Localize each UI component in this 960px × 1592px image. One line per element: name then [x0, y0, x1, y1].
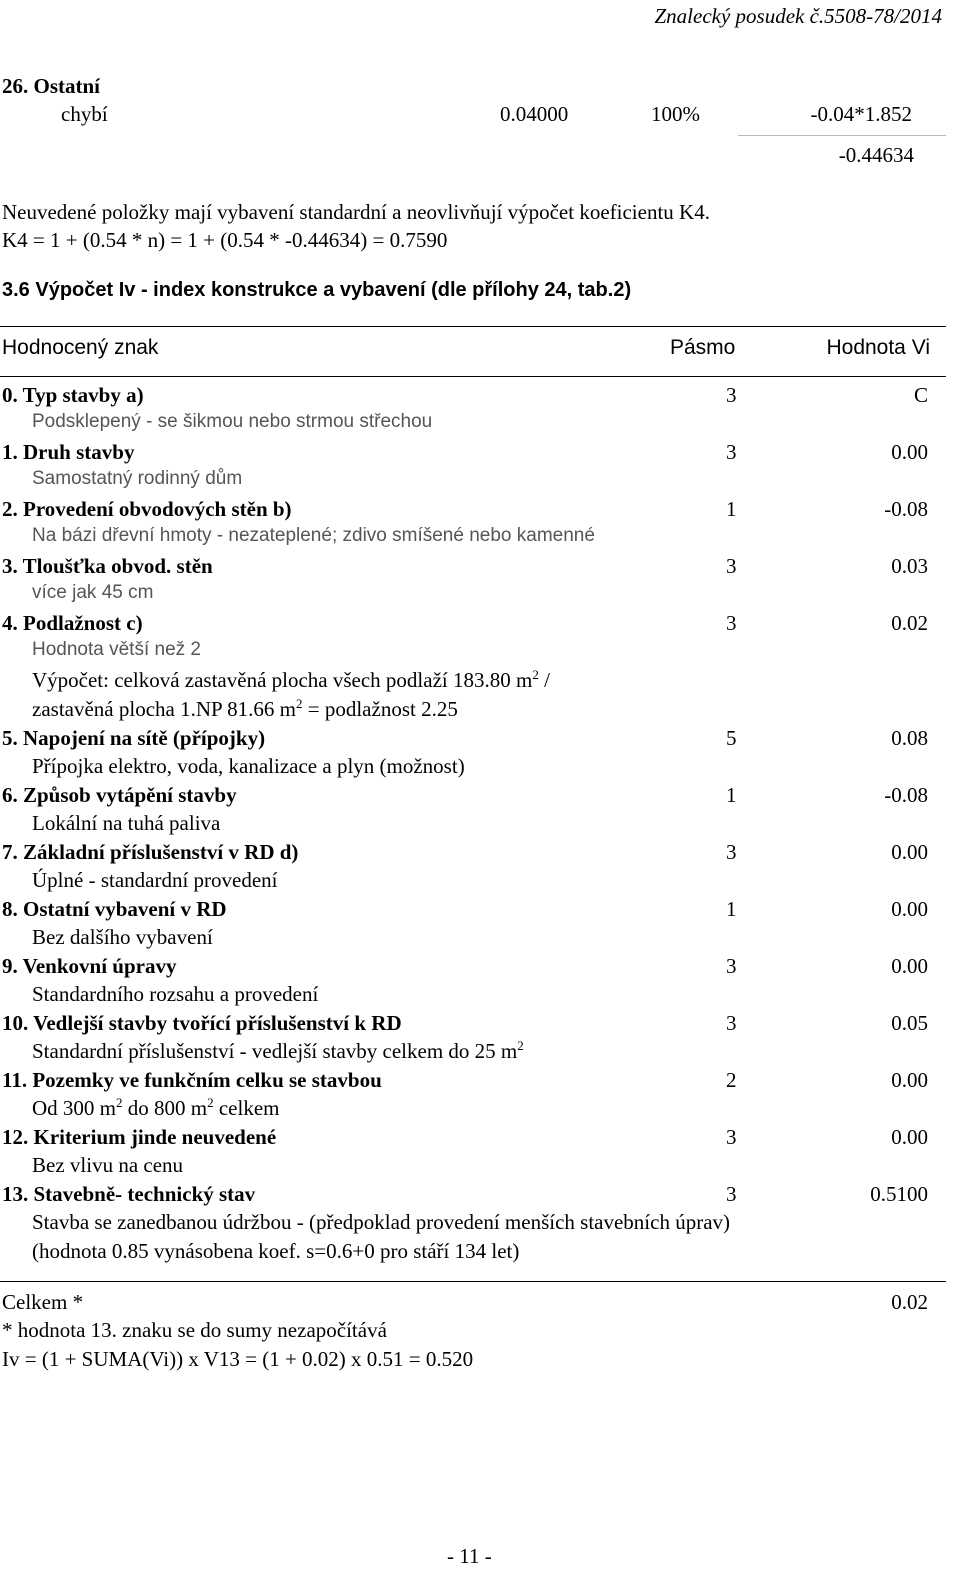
col-header-hodnota: Hodnota Vi: [826, 336, 930, 359]
table-row-pasmo: 1: [726, 783, 737, 807]
table-row-name: 4. Podlažnost c): [2, 611, 143, 635]
table-row-value: 0.00: [891, 840, 928, 864]
col-header-znak: Hodnocený znak: [2, 336, 159, 359]
table-row-name: 2. Provedení obvodových stěn b): [2, 497, 292, 521]
table-row-value: -0.08: [884, 783, 928, 807]
section-26-total: -0.44634: [838, 143, 914, 167]
table-row-pasmo: 3: [726, 554, 737, 578]
section-26-row-calc: -0.04*1.852: [810, 102, 912, 126]
celkem-value: 0.02: [891, 1290, 928, 1314]
table-row-desc: Standardní příslušenství - vedlejší stavby celkem do 25 $m^2$: [32, 1038, 524, 1063]
table-row-pasmo: 3: [726, 954, 737, 978]
table-row-value: 0.00: [891, 1125, 928, 1149]
table-row-value: 0.05: [891, 1011, 928, 1035]
table-row-value: 0.00: [891, 440, 928, 464]
table-row-name: 7. Základní příslušenství v RD d): [2, 840, 299, 864]
table-row-pasmo: 3: [726, 611, 737, 635]
podlaznost-calc-line2: zastavěná plocha 1.NP 81.66 $m^2$ = podlažnost 2.25: [32, 696, 458, 721]
table-row-desc: Podsklepený - se šikmou nebo strmou střechou: [32, 411, 433, 432]
section-26-heading: 26. Ostatní: [2, 74, 101, 98]
table-row-pasmo: 3: [726, 1182, 737, 1206]
section-26-total-rule: [738, 135, 946, 136]
table-header-rule: [0, 376, 946, 377]
table-row-value: 0.02: [891, 611, 928, 635]
table-row-name: 9. Venkovní úpravy: [2, 954, 177, 978]
table-row-name: 3. Tloušťka obvod. stěn: [2, 554, 213, 578]
section-26-row-value: 0.04000: [500, 102, 569, 126]
table-row-pasmo: 1: [726, 897, 737, 921]
table-row-pasmo: 1: [726, 497, 737, 521]
table-row-value: 0.00: [891, 954, 928, 978]
table-row-name: 1. Druh stavby: [2, 440, 135, 464]
table-row-pasmo: 3: [726, 1125, 737, 1149]
table-row-name: 6. Způsob vytápění stavby: [2, 783, 237, 807]
iv-formula: Iv = (1 + SUMA(Vi)) x V13 = (1 + 0.02) x 0.51 = 0.520: [2, 1347, 474, 1371]
table-row-desc: Lokální na tuhá paliva: [32, 811, 221, 835]
table-row-name: 5. Napojení na sítě (přípojky): [2, 726, 266, 750]
table-row-pasmo: 3: [726, 1011, 737, 1035]
page-number: - 11 -: [447, 1544, 492, 1568]
table-row-desc: Bez vlivu na cenu: [32, 1153, 184, 1177]
table-top-rule: [0, 326, 946, 327]
table-row-name: 0. Typ stavby a): [2, 383, 144, 407]
section-26-row-percent: 100%: [651, 102, 700, 126]
table-row-desc: Bez dalšího vybavení: [32, 925, 213, 949]
table-row-name: 10. Vedlejší stavby tvořící příslušenství k RD: [2, 1011, 402, 1035]
table-row-pasmo: 3: [726, 440, 737, 464]
table-row-value: 0.5100: [870, 1182, 928, 1206]
table-row-desc: Hodnota větší než 2: [32, 639, 201, 660]
table-row-desc: Stavba se zanedbanou údržbou - (předpoklad provedení menších stavebních úprav): [32, 1210, 731, 1234]
table-row-name: 12. Kriterium jinde neuvedené: [2, 1125, 277, 1149]
table-row-pasmo: 3: [726, 840, 737, 864]
table-row-desc: Úplné - standardní provedení: [32, 868, 278, 892]
table-row-name: 13. Stavebně- technický stav: [2, 1182, 256, 1206]
table-row-desc: Standardního rozsahu a provedení: [32, 982, 319, 1006]
table-row-pasmo: 5: [726, 726, 737, 750]
section-26-row-label: chybí: [61, 102, 108, 126]
table-row-value: 0.03: [891, 554, 928, 578]
table-row-pasmo: 3: [726, 383, 737, 407]
table-row-pasmo: 2: [726, 1068, 737, 1092]
table-row-name: 11. Pozemky ve funkčním celku se stavbou: [2, 1068, 382, 1092]
table-row-value: C: [913, 383, 928, 407]
k4-note: Neuvedené položky mají vybavení standardní a neovlivňují výpočet koeficientu K4.: [2, 200, 710, 224]
celkem-note: * hodnota 13. znaku se do sumy nezapočítává: [2, 1318, 387, 1342]
table-row-value: -0.08: [884, 497, 928, 521]
document-header: Znalecký posudek č.5508-78/2014: [654, 4, 942, 28]
table-row-value: 0.00: [891, 897, 928, 921]
table-bottom-rule: [0, 1281, 946, 1282]
table-row-desc: Přípojka elektro, voda, kanalizace a plyn (možnost): [32, 754, 465, 778]
table-row-value: 0.00: [891, 1068, 928, 1092]
section-3-6-heading: 3.6 Výpočet Iv - index konstrukce a vybavení (dle přílohy 24, tab.2): [2, 279, 632, 301]
celkem-label: Celkem *: [2, 1290, 84, 1314]
k4-formula: K4 = 1 + (0.54 * n) = 1 + (0.54 * -0.44634) = 0.7590: [2, 228, 448, 252]
table-row-desc: více jak 45 cm: [32, 582, 154, 603]
table-row-desc: Samostatný rodinný dům: [32, 468, 243, 489]
table-row-name: 8. Ostatní vybavení v RD: [2, 897, 227, 921]
table-row-desc: Na bázi dřevní hmoty - nezateplené; zdivo smíšené nebo kamenné: [32, 525, 595, 546]
podlaznost-calc-line1: Výpočet: celková zastavěná plocha všech podlaží 183.80 $m^2$ /: [32, 667, 550, 692]
table-row-desc-2: (hodnota 0.85 vynásobena koef. s=0.6+0 pro stáří 134 let): [32, 1239, 520, 1263]
col-header-pasmo: Pásmo: [670, 336, 736, 359]
table-row-desc: Od 300 $m^2$ do 800 $m^2$ celkem: [32, 1095, 280, 1120]
table-row-value: 0.08: [891, 726, 928, 750]
